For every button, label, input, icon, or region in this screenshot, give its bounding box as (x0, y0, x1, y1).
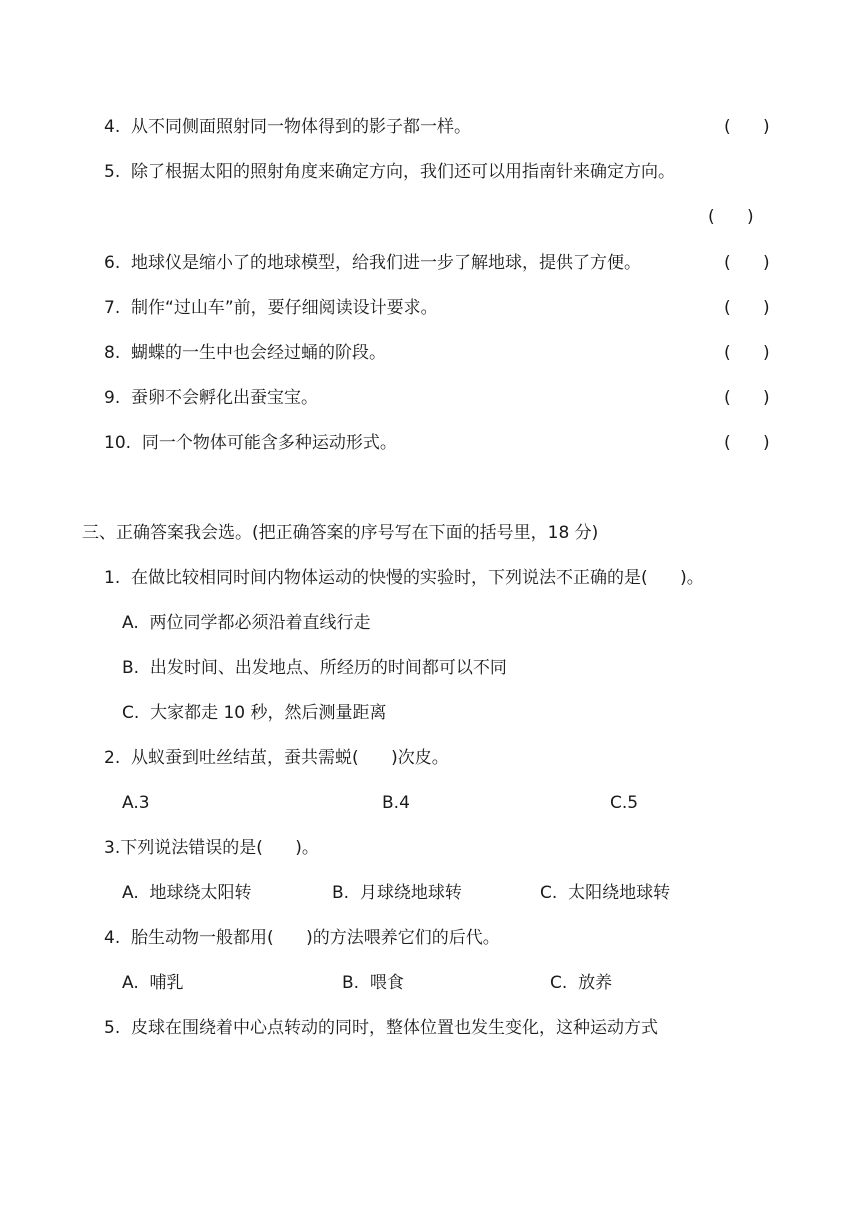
mc-question-5: 5. 皮球在围绕着中心点转动的同时，整体位置也发生变化，这种运动方式 (104, 1018, 659, 1038)
tf-item-7: 7. 制作“过山车”前，要仔细阅读设计要求。 (104, 298, 438, 318)
tf-item-4: 4. 从不同侧面照射同一物体得到的影子都一样。 (104, 117, 472, 137)
mc-question-1: 1. 在做比较相同时间内物体运动的快慢的实验时，下列说法不正确的是( )。 (104, 568, 704, 588)
tf-item-8: 8. 蝴蝶的一生中也会经过蛹的阶段。 (104, 343, 387, 363)
answer-bracket-7[interactable]: ( ) (724, 298, 770, 318)
mc-option-3b: B. 月球绕地球转 (332, 883, 462, 903)
mc-question-3: 3.下列说法错误的是( )。 (104, 838, 319, 858)
mc-question-4: 4. 胎生动物一般都用( )的方法喂养它们的后代。 (104, 928, 500, 948)
tf-item-10: 10. 同一个物体可能含多种运动形式。 (104, 433, 397, 453)
answer-bracket-6[interactable]: ( ) (724, 253, 770, 273)
mc-option-4a: A. 哺乳 (122, 973, 184, 993)
answer-bracket-4[interactable]: ( ) (724, 117, 770, 137)
answer-bracket-8[interactable]: ( ) (724, 343, 770, 363)
mc-option-3c: C. 太阳绕地球转 (540, 883, 671, 903)
tf-item-9: 9. 蚕卵不会孵化出蚕宝宝。 (104, 388, 319, 408)
mc-option-3a: A. 地球绕太阳转 (122, 883, 252, 903)
mc-option-2b: B.4 (382, 793, 410, 813)
mc-option-1c: C. 大家都走 10 秒，然后测量距离 (122, 703, 387, 723)
mc-option-2a: A.3 (122, 793, 150, 813)
answer-bracket-5[interactable]: ( ) (708, 207, 754, 227)
answer-bracket-10[interactable]: ( ) (724, 433, 770, 453)
mc-option-1a: A. 两位同学都必须沿着直线行走 (122, 613, 371, 633)
section-heading: 三、正确答案我会选。(把正确答案的序号写在下面的括号里，18 分) (82, 523, 599, 543)
answer-bracket-9[interactable]: ( ) (724, 388, 770, 408)
mc-option-1b: B. 出发时间、出发地点、所经历的时间都可以不同 (122, 658, 507, 678)
tf-item-6: 6. 地球仪是缩小了的地球模型，给我们进一步了解地球，提供了方便。 (104, 253, 642, 273)
mc-option-4c: C. 放养 (550, 973, 613, 993)
tf-item-5: 5. 除了根据太阳的照射角度来确定方向，我们还可以用指南针来确定方向。 (104, 162, 676, 182)
mc-question-2: 2. 从蚁蚕到吐丝结茧，蚕共需蜕( )次皮。 (104, 748, 449, 768)
mc-option-2c: C.5 (610, 793, 639, 813)
mc-option-4b: B. 喂食 (342, 973, 404, 993)
